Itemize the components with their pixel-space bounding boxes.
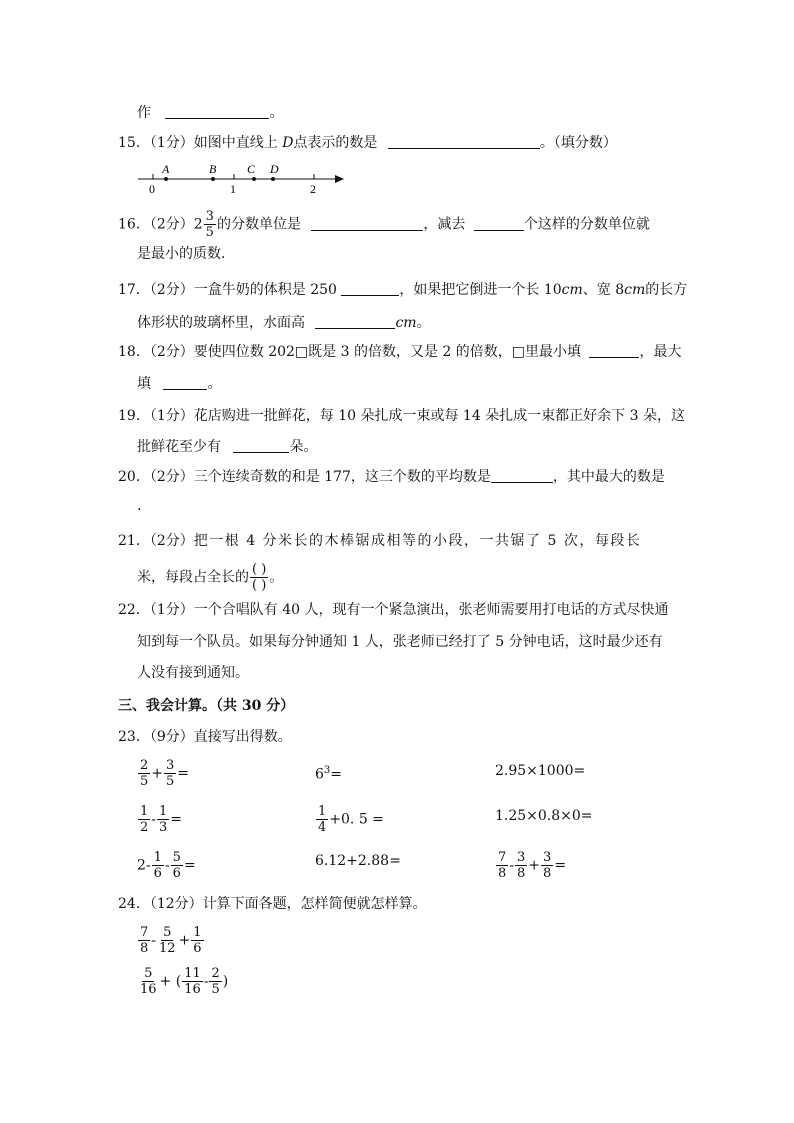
question-21: 21．（2分）把一根 4 分米长的木棒锯成相等的小段，一共锯了 5 次，每段长 <box>118 533 642 549</box>
question-20: 20．（2分）三个连续奇数的和是 177，这三个数的平均数是 ，其中最大的数是 <box>118 469 665 485</box>
q16-answer-blank-1[interactable] <box>311 216 423 231</box>
point-b <box>211 177 215 181</box>
q18-answer-blank-2[interactable] <box>163 375 207 390</box>
label-c: C <box>247 162 256 176</box>
point-d <box>271 177 275 181</box>
label-b: B <box>209 162 217 176</box>
tick-label-0: 0 <box>149 182 155 196</box>
q14-continuation: 作 。 <box>137 105 284 121</box>
question-22-line3: 人没有接到通知。 <box>137 665 249 681</box>
calc-b2: $\frac{1}{4}$ +0. 5 = <box>318 804 384 835</box>
label-d: D <box>270 162 279 176</box>
question-18-line2: 填 。 <box>137 376 222 392</box>
question-19-line2: 批鲜花至少有 朵。 <box>137 439 318 455</box>
question-16: 16．（2分）2 $\frac{3}{5}$ 的分数单位是 ，减去 个这样的分数单位就 <box>118 209 650 240</box>
question-22: 22．（1分）一个合唱队有 40 人，现有一个紧急演出，张老师需要用打电话的方式尽快通 <box>118 602 669 618</box>
q21-answer-fraction[interactable]: $\frac{( )}{( )}$ <box>252 562 267 593</box>
point-a <box>164 177 168 181</box>
calc-a1: $\frac{2}{5}$ + $\frac{3}{5}$ = <box>140 758 190 789</box>
question-17-line2: 体形状的玻璃杯里，水面高 cm。 <box>137 315 431 331</box>
tick-label-2: 2 <box>310 182 316 196</box>
q20-answer-blank-1[interactable] <box>491 468 553 483</box>
q15-answer-blank[interactable] <box>388 134 540 149</box>
calc-24-2: $\frac{5}{16}$ + ( $\frac{11}{16}$ - $\frac{2}{5}$ ) <box>140 966 229 997</box>
q14-answer-blank[interactable] <box>165 104 269 119</box>
calc-b3: 1.25×0.8×0= <box>495 808 593 824</box>
tick-label-1: 1 <box>230 182 236 196</box>
number-line-arrow <box>335 175 344 183</box>
mixed-whole: 2 <box>193 216 203 233</box>
question-18: 18．（2分）要使四位数 202□既是 3 的倍数，又是 2 的倍数，□里最小填 ，最大 <box>118 344 682 360</box>
label-a: A <box>162 162 170 176</box>
q16-answer-blank-2[interactable] <box>474 216 524 231</box>
q17-answer-blank-2[interactable] <box>315 314 395 329</box>
calc-b1: $\frac{1}{2}$ - $\frac{1}{3}$ = <box>140 804 183 835</box>
calc-c1: 2- $\frac{1}{6}$ - $\frac{5}{6}$ = <box>137 850 196 881</box>
question-21-line2: 米，每段占全长的 $\frac{( )}{( )}$ 。 <box>137 562 284 593</box>
question-20-line2: . <box>137 498 142 514</box>
question-24: 24．（12分）计算下面各题，怎样简便就怎样算。 <box>118 896 427 912</box>
calc-a2: $6^3=$ <box>315 765 343 783</box>
question-22-line2: 知到每一个队员。如果每分钟通知 1 人，张老师已经打了 5 分钟电话，这时最少还有 <box>137 634 663 650</box>
question-19: 19．（1分）花店购进一批鲜花，每 10 朵扎成一束或每 14 朵扎成一束都正好余下 3 朵，这 <box>118 408 685 424</box>
point-c <box>252 177 256 181</box>
question-15: 15．（1分）如图中直线上 D点表示的数是 。（填分数） <box>118 135 617 151</box>
number-line <box>136 160 351 196</box>
question-17: 17．（2分）一盒牛奶的体积是 250 ，如果把它倒进一个长 10cm、宽 8cm的长方 <box>118 282 688 298</box>
mixed-fraction: $\frac{3}{5}$ <box>205 209 214 240</box>
calc-a3: 2.95×1000= <box>495 763 586 779</box>
question-16-line2: 是最小的质数． <box>137 246 235 262</box>
question-23: 23．（9分）直接写出得数。 <box>118 729 292 745</box>
calc-24-1: $\frac{7}{8}$ - $\frac{5}{12}$ + $\frac{1}{6}$ <box>140 925 202 956</box>
q18-answer-blank-1[interactable] <box>589 343 639 358</box>
q17-answer-blank-1[interactable] <box>341 281 399 296</box>
calc-c2: 6.12+2.88= <box>315 853 401 869</box>
calc-c3: $\frac{7}{8}$ - $\frac{3}{8}$ + $\frac{3}{8}$ = <box>498 850 567 881</box>
section-3-title: 三、我会计算。（共 30 分） <box>118 698 295 714</box>
q19-answer-blank[interactable] <box>233 438 289 453</box>
